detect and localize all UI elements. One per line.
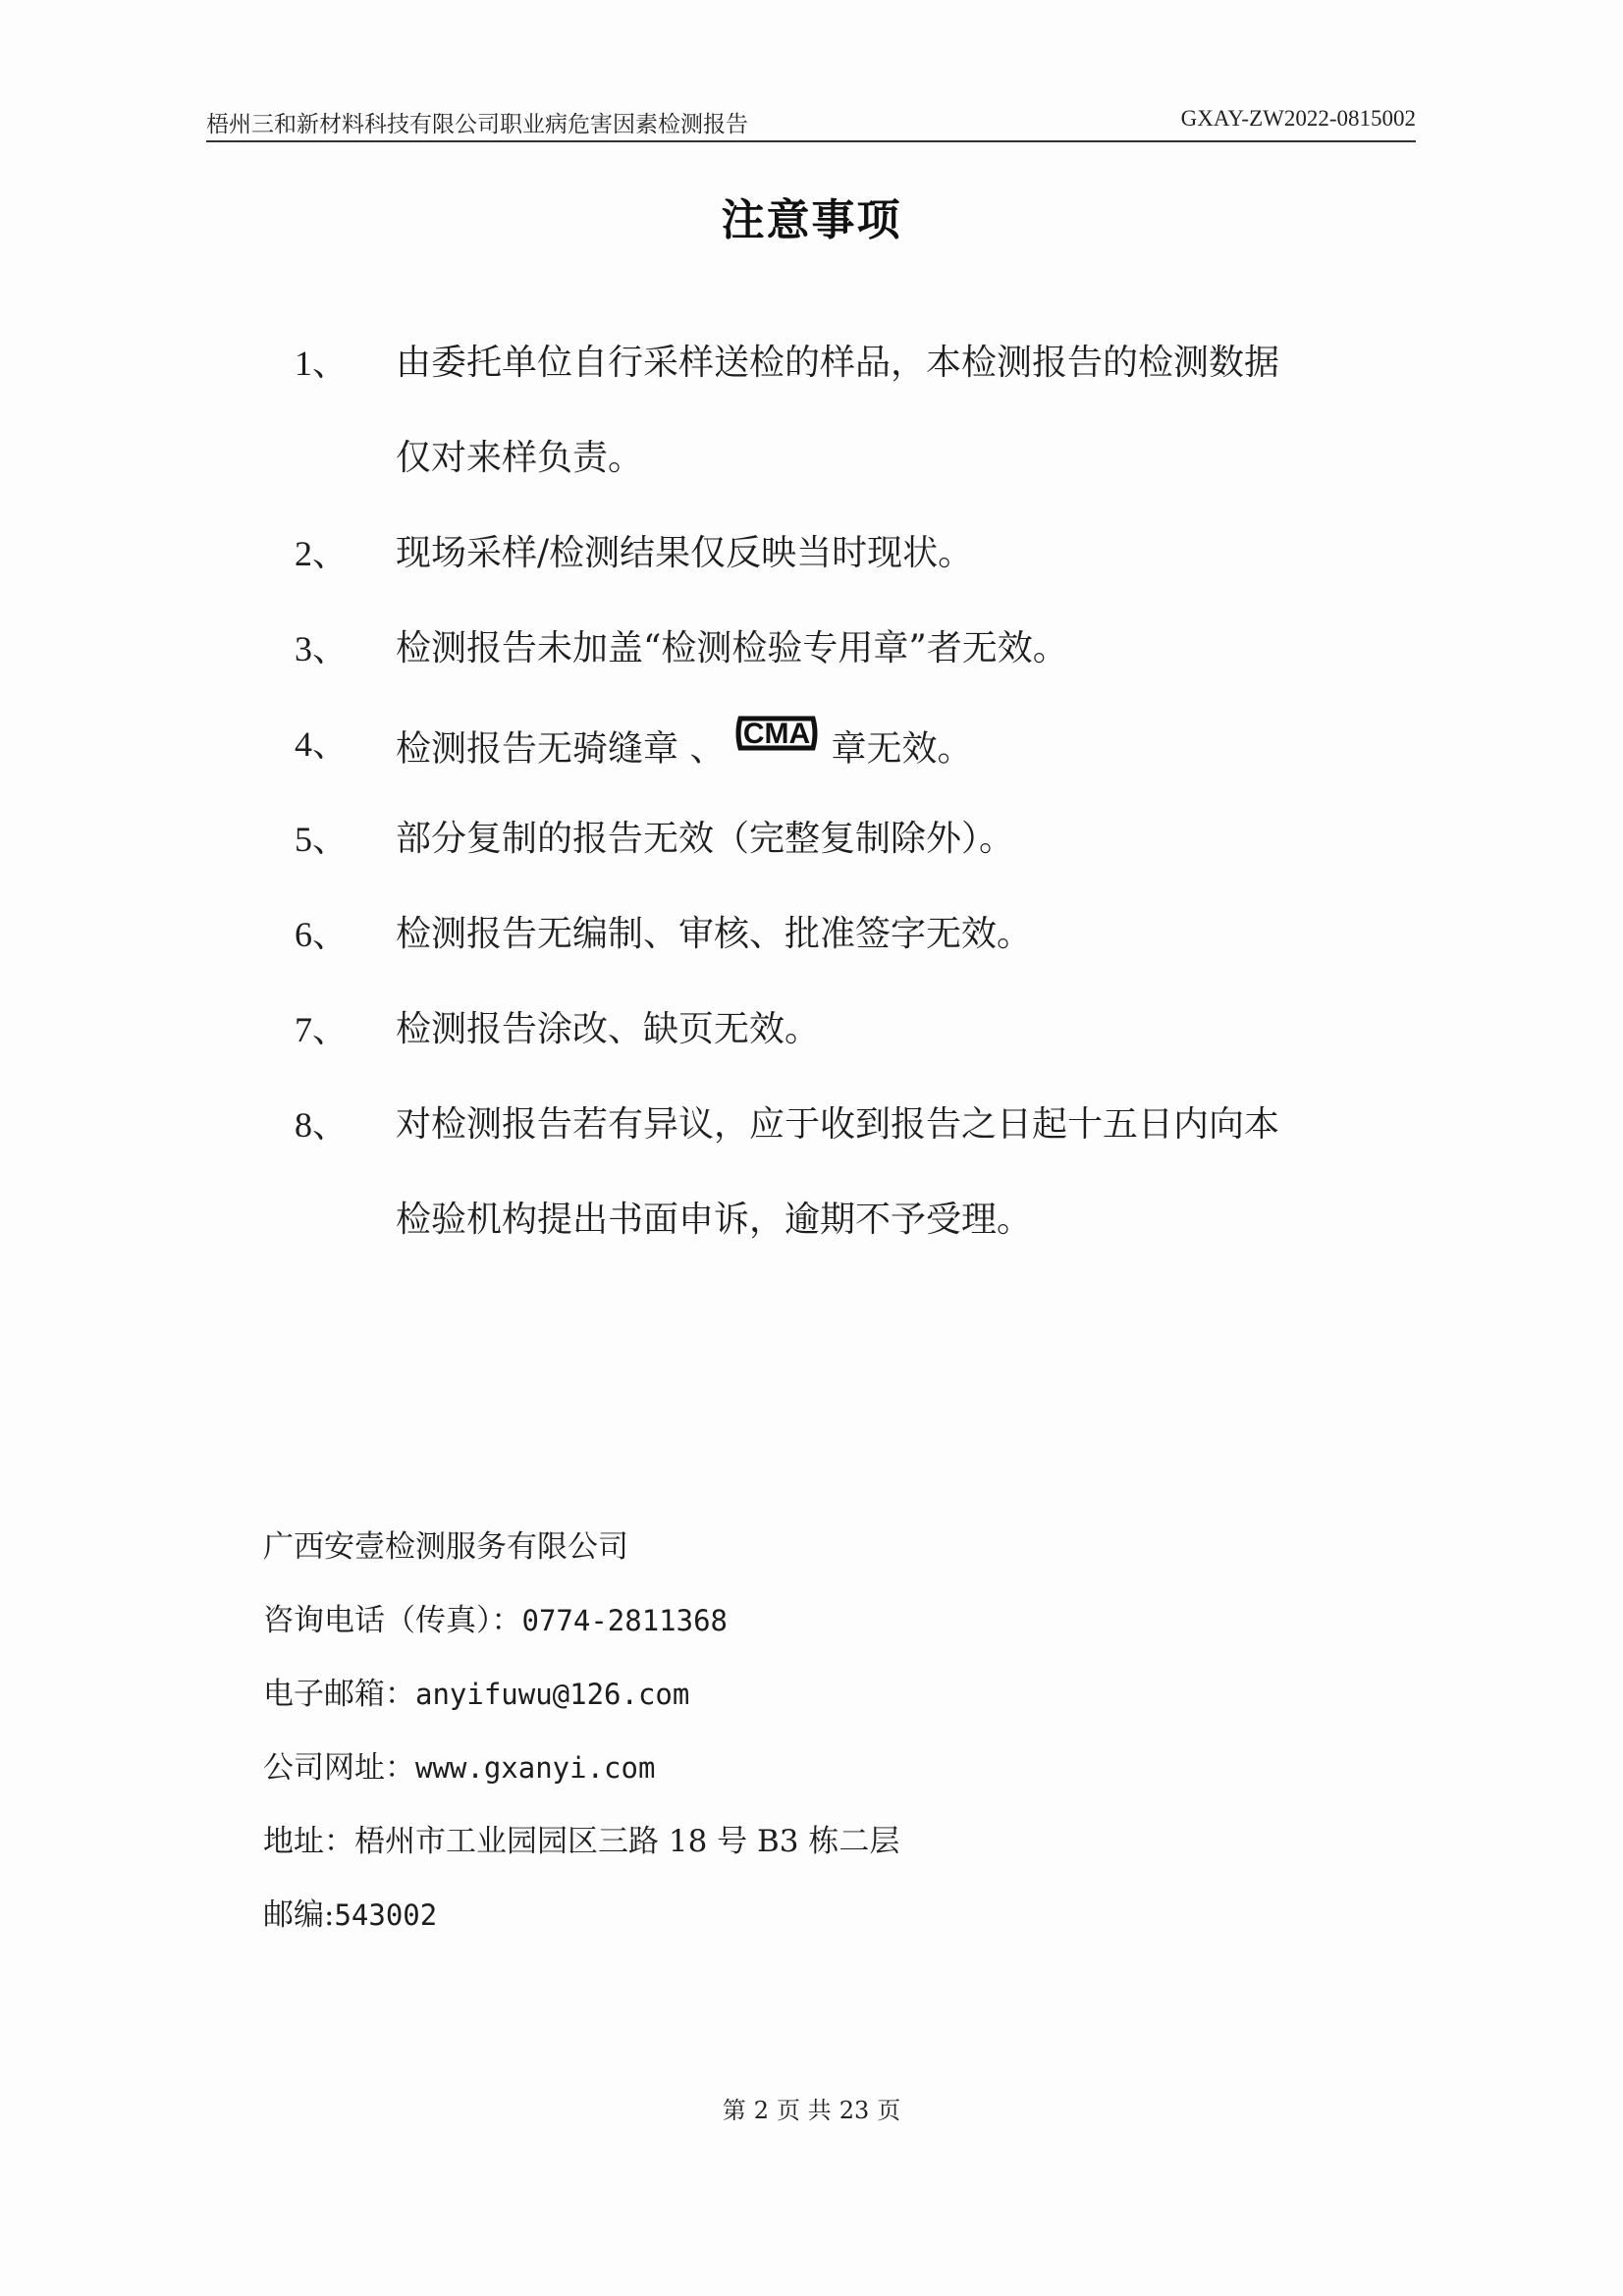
notice-text: 检测报告涂改、缺页无效。 [396, 1009, 821, 1049]
phone-number: 0774-2811368 [521, 1604, 729, 1637]
notice-text: 对检测报告若有异议，应于收到报告之日起十五日内向本 [396, 1104, 1280, 1145]
notice-text: 检测报告未加盖“检测检验专用章”者无效。 [396, 628, 1068, 668]
email-label: 电子邮箱： [263, 1677, 415, 1712]
postcode-value: 543002 [334, 1898, 438, 1932]
footer-page-number: 2 [753, 2097, 770, 2124]
postcode-label: 邮编: [263, 1897, 335, 1933]
notice-text: 由委托单位自行采样送检的样品，本检测报告的检测数据 [396, 343, 1280, 383]
contact-website-row [263, 1750, 655, 1786]
footer-prefix: 第 [722, 2097, 746, 2124]
contact-email-row [263, 1677, 689, 1712]
notice-text-continued: 仅对来样负责。 [396, 438, 644, 478]
notice-number: 1、 [295, 344, 349, 383]
company-name: 广西安壹检测服务有限公司 [263, 1529, 628, 1565]
phone-label: 咨询电话（传真）： [263, 1603, 522, 1638]
notice-number: 5、 [295, 820, 349, 859]
notice-number: 6、 [295, 915, 349, 954]
notice-text-part-a: 检测报告无骑缝章 、 [396, 728, 726, 770]
notice-text-part-b: 章无效。 [831, 728, 973, 770]
header-report-title: 梧州三和新材料科技有限公司职业病危害因素检测报告 [206, 112, 748, 137]
footer-suffix: 页 [877, 2097, 901, 2124]
page-header [206, 106, 1416, 141]
notice-text: 检测报告无编制、审核、批准签字无效。 [396, 914, 1033, 954]
footer-page-total: 23 [839, 2097, 870, 2124]
contact-postcode-row [263, 1897, 437, 1933]
notice-number: 2、 [295, 534, 349, 573]
header-divider [206, 140, 1416, 142]
notice-text-continued: 检验机构提出书面申诉，逾期不予受理。 [396, 1200, 1033, 1240]
footer-mid: 页 共 [777, 2097, 832, 2124]
notice-number: 4、 [295, 724, 349, 764]
page-title: 注意事项 [721, 195, 902, 245]
notice-number: 3、 [295, 629, 349, 668]
website-url: www.gxanyi.com [415, 1751, 656, 1785]
notice-text [396, 718, 973, 778]
page-footer [0, 2091, 1623, 2125]
contact-address: 地址：梧州市工业园园区三路 18 号 B3 栋二层 [263, 1824, 900, 1859]
notice-text: 现场采样/检测结果仅反映当时现状。 [396, 533, 974, 573]
notice-number: 8、 [295, 1105, 349, 1145]
notice-text: 部分复制的报告无效（完整复制除外）。 [396, 819, 1015, 859]
notice-number: 7、 [295, 1010, 349, 1049]
header-report-number: GXAY-ZW2022-0815002 [1180, 106, 1416, 131]
cma-logo-icon [734, 711, 819, 765]
email-address: anyifuwu@126.com [415, 1678, 690, 1711]
contact-phone-row [263, 1603, 728, 1638]
website-label: 公司网址： [263, 1750, 415, 1786]
cma-logo-text: CMA [743, 718, 811, 750]
